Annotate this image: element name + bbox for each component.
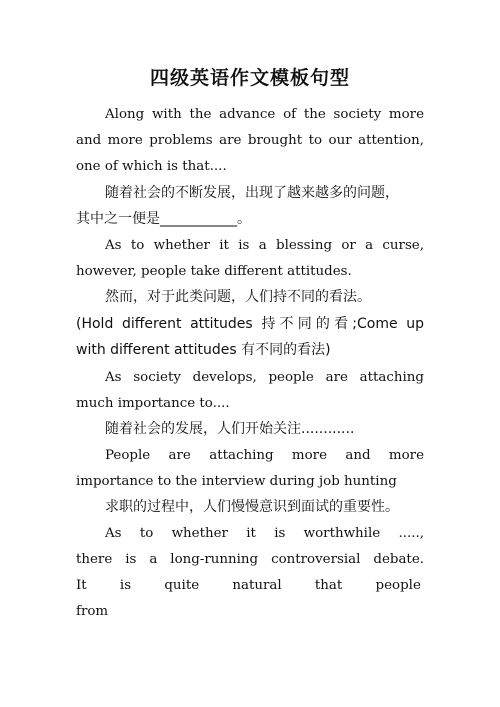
paragraph-3-line-2: with different attitudes 有不同的看法) [76, 342, 331, 358]
paragraph-5-translation: 求职的过程中，人们慢慢意识到面试的重要性。 [105, 499, 399, 515]
paragraph-3-line-1: (Hold different attitudes 持不同的看;Come up [76, 316, 424, 332]
paragraph-4-translation: 随着社会的发展，人们开始关注............ [105, 421, 355, 437]
page-title: 四级英语作文模板句型 [149, 67, 350, 89]
paragraph-2: As to whether it is a blessing or a curse, however, people take different attitudes. [76, 238, 424, 279]
paragraph-4: As society develops, people are attaching much importance to.... [76, 370, 424, 411]
paragraph-6-line-3: It is quite natural that people from [76, 578, 421, 619]
paragraph-1-translation-line-1: 随着社会的不断发展，出现了越来越多的问题， [105, 185, 399, 201]
paragraph-5: People are attaching more and more importance to the interview during job hunting [76, 448, 424, 489]
paragraph-1: Along with the advance of the society more and more problems are brought to our attention, one of which is that.... [76, 107, 424, 174]
paragraph-6-line-2: there is a long-running controversial debate. [76, 552, 424, 567]
paragraph-6-line-1: As to whether it is worthwhile ....., [105, 526, 424, 541]
paragraph-1-translation-line-2: 其中之一便是___________。 [76, 211, 251, 227]
paragraph-2-translation: 然而，对于此类问题，人们持不同的看法。 [105, 289, 371, 305]
